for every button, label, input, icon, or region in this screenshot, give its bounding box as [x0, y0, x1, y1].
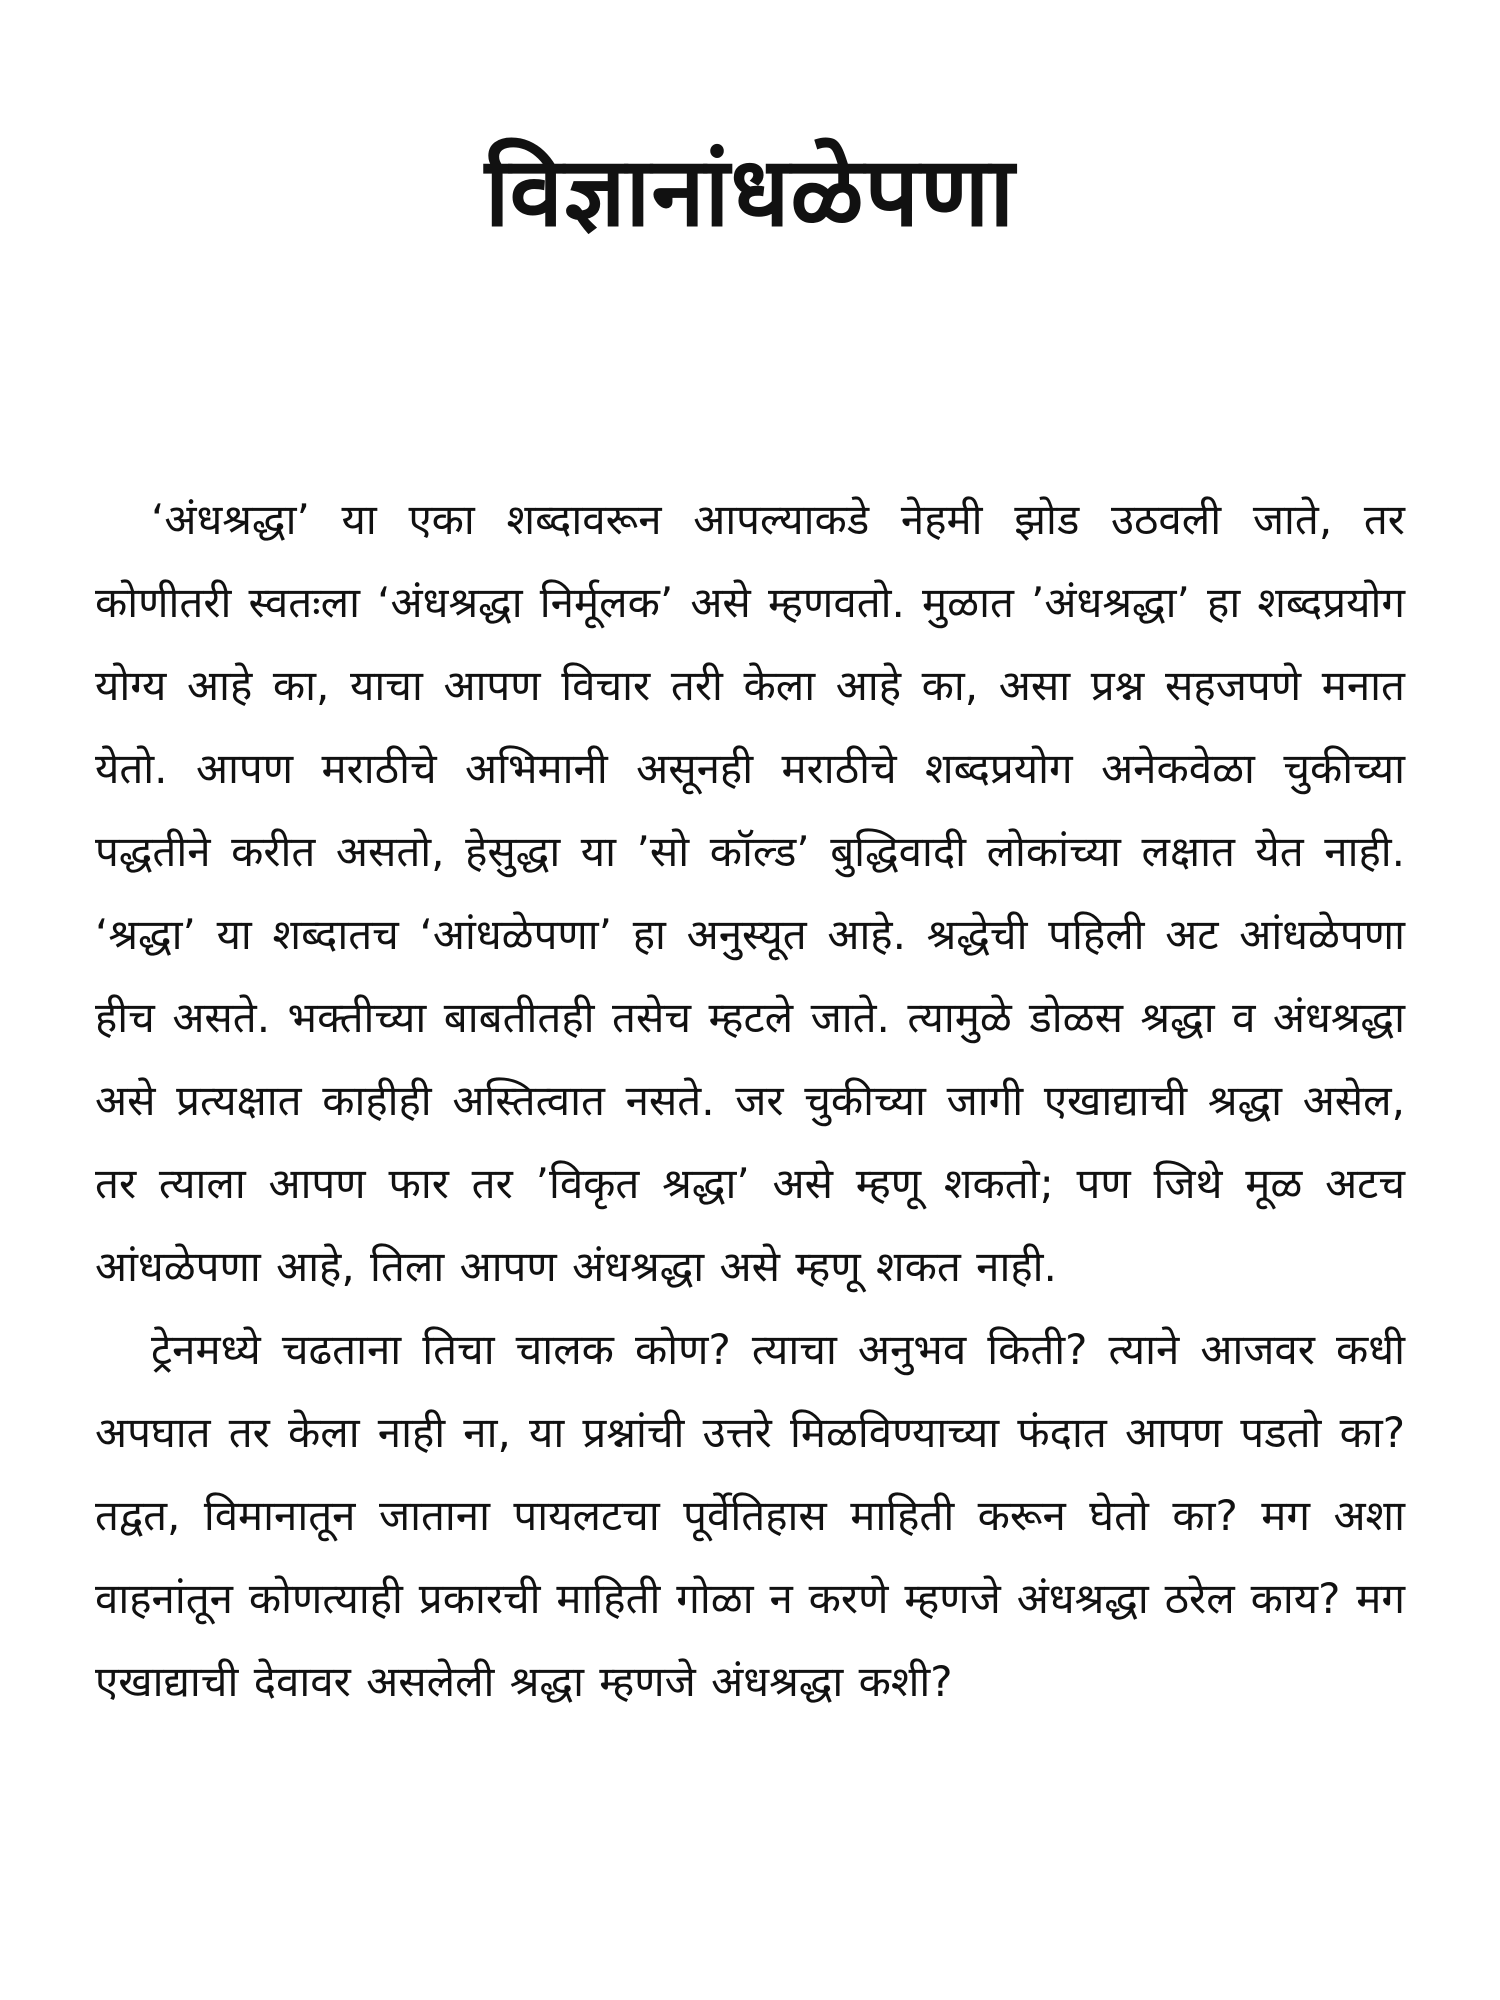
page-title: विज्ञानांधळेपणा [484, 136, 1016, 248]
paragraph-2: ट्रेनमध्ये चढताना तिचा चालक कोण? त्याचा अनुभव किती? त्याने आजवर कधी अपघात तर केला नाही ना, या प्रश्नांची उत्तरे मिळविण्याच्या फंदात आपण पडतो का? तद्वत, विमानातून जाताना पायलटचा पूर्वेतिहास माहिती करून घेतो का? मग अशा वाहनांतून कोणत्याही प्रकारची माहिती गोळा न करणे म्हणजे अंधश्रद्धा ठरेल काय? मग एखाद्याची देवावर असलेली श्रद्धा म्हणजे अंधश्रद्धा कशी? [95, 1325, 1405, 1706]
body-text [95, 478, 1405, 1723]
paragraph-1: ‘अंधश्रद्धा’ या एका शब्दावरून आपल्याकडे नेहमी झोड उठवली जाते, तर कोणीतरी स्वतःला ‘अंधश्रद्धा निर्मूलक’ असे म्हणवतो. मुळात ’अंधश्रद्धा’ हा शब्दप्रयोग योग्य आहे का, याचा आपण विचार तरी केला आहे का, असा प्रश्न सहजपणे मनात येतो. आपण मराठीचे अभिमानी असूनही मराठीचे शब्दप्रयोग अनेकवेळा चुकीच्या पद्धतीने करीत असतो, हेसुद्धा या ’सो कॉल्ड’ बुद्धिवादी लोकांच्या लक्षात येत नाही. ‘श्रद्धा’ या शब्दातच ‘आंधळेपणा’ हा अनुस्यूत आहे. श्रद्धेची पहिली अट आंधळेपणा हीच असते. भक्तीच्या बाबतीतही तसेच म्हटले जाते. त्यामुळे डोळस श्रद्धा व अंधश्रद्धा असे प्रत्यक्षात काहीही अस्तित्वात नसते. जर चुकीच्या जागी एखाद्याची श्रद्धा असेल, तर त्याला आपण फार तर ’विकृत श्रद्धा’ असे म्हणू शकतो; पण जिथे मूळ अटच आंधळेपणा आहे, तिला आपण अंधश्रद्धा असे म्हणू शकत नाही. [95, 495, 1405, 1291]
